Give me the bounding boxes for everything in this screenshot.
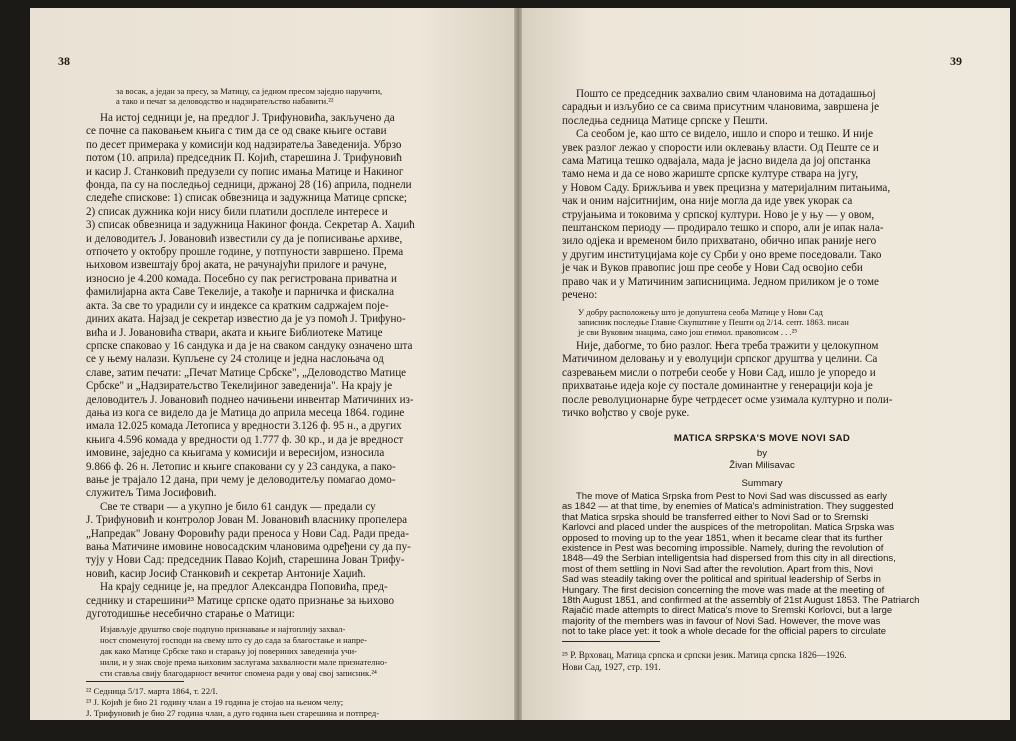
right-body-top: [562, 88, 890, 303]
text-line: речено:: [562, 289, 598, 302]
text-line: вања Матичине имовине новосадским члановима одређени су да пу-: [86, 541, 411, 553]
text-line: Изјављује друштво своје подпуно признавање и најтоплију захвал-: [100, 624, 346, 634]
text-line: ²⁵ Р. Врховац, Матица српска и српски језик. Матица српска 1826—1926.: [562, 650, 847, 660]
text-line: прихватање идеја које су постале доминантне у генерацији која је: [562, 380, 873, 393]
text-line: Са сеобом је, као што се видело, ишло и споро и тешко. И није: [576, 128, 874, 141]
text-line: most of them settling in Novi Sad after the revolution. Apart from this, Novi: [562, 563, 873, 575]
text-line: „Напредак" Јовану Форовићу ради преноса у Нови Сад. Ради преда-: [86, 527, 409, 540]
text-line: се почне са паковањем књига с тим да се од сваке књиге остави: [86, 125, 387, 138]
text-line: Rajačić made attempts to direct Matica's move to Sremski Korlovci, but a large: [562, 605, 893, 617]
right-body-bottom: [562, 340, 892, 420]
text-line: записник последње Главне Скупштине у Пешти од 2/14. септ. 1863. писан: [578, 317, 849, 328]
text-line: тамо нема и да се ново жариште српске културе ствара на југу,: [562, 168, 859, 181]
text-line: дуготодишње несебично старање о Матици:: [86, 608, 295, 621]
text-line: фамилијарна акта Саве Текелије, а такође и парничка и фискална: [86, 286, 395, 299]
text-line: ²⁴ Седница 16/28. априла 1864, т. 60/I.: [86, 730, 227, 740]
text-line: чак и оним најситнијим, она није могла да иде увек укорак са: [562, 195, 853, 208]
text-line: Све те ствари — а укупно је било 61 сандук — предали су: [100, 500, 376, 513]
text-line: Ј. Трифуновић и контролор Јован М. Јовановић власнику пропелера: [86, 514, 408, 527]
text-line: Матичином деловању и у еволуцији српског друштва у целини. Са: [562, 353, 878, 366]
text-line: that Matica srpska should be transferred either to Novi Sad or to Sremski: [562, 511, 869, 523]
left-quote: [100, 624, 387, 679]
text-line: вића и Ј. Јовановића ствари, аката и књиге Библиотеке Матице: [86, 326, 383, 339]
text-line: тичко вођство у своје руке.: [562, 407, 690, 420]
text-line: На истој седници је, на предлог Ј. Трифуновића, закључено да: [100, 112, 395, 124]
text-line: седнику и старешини²³ Матице српске одато признање за њихово: [86, 594, 395, 607]
text-line: право чак и у Матичиним записницима. Једном приликом је о томе: [562, 275, 879, 288]
text-line: струјањима и токовима у српској култури. Ново је у њу — у овом,: [562, 208, 875, 221]
text-line: Hungary. The first decision concerning the move was made at the meeting of: [562, 584, 885, 596]
text-line: следеће спискове: 1) списак обвезница и задужница Матице српске;: [86, 192, 407, 205]
text-line: 1848—49 the Serbian intelligentsia had dispersed from this city in all directions,: [562, 553, 896, 565]
text-line: сти ставља свију благодарност вечитог спомена ради у овај свој записник.²⁴: [100, 668, 377, 678]
text-line: после револуционарне буре четрдесет осме узимала културно и поли-: [562, 393, 893, 406]
text-line: а тако и печат за деловодство и надзиратељство набавити.²²: [116, 96, 334, 107]
text-line: пештанском периоду — продирало тешко и споро, али је ипак нала-: [562, 222, 884, 235]
text-line: majority of the members was in favour of Novi Sad. However, the move was: [562, 615, 881, 627]
summary-text: [562, 492, 919, 638]
text-line: Није, дабогме, то био разлог. Њега треба тражити у целокупном: [576, 340, 879, 352]
text-line: је чак и Вуков правопис још пре сеобе у Нови Сад освојио себи: [562, 262, 863, 275]
text-line: новић, касир Јосиф Станковић и секретар Антоније Хаџић.: [86, 567, 366, 580]
text-line: сазревањем мисли о потреби сеобе у Нови Сад, ишло је упоредо и: [562, 366, 876, 379]
text-line: 9.866 ф. 26 н. Летопис и књиге спаковани су у 23 сандука, а пако-: [86, 460, 396, 473]
text-line: Пошто се председник захвалио свим члановима на дотадашњој: [576, 88, 876, 100]
text-line: славе, затим печати: „Печат Матице Србске", „Деловодство Матице: [86, 366, 407, 379]
text-line: На крају седнице је, на предлог Александра Поповића, пред-: [100, 581, 388, 594]
text-line: износио је 4.200 комада. Посебно су пак регистрована приватна и: [86, 272, 397, 285]
text-line: У добру расположењу што је допуштена сеоба Матице у Нови Сад: [578, 307, 823, 317]
text-line: 2) списак дужника који нису били платили досплеле интересе и: [86, 205, 388, 218]
text-line: у другим институцијама које су Срби у оно време поседовали. Тако: [562, 248, 882, 261]
right-footnotes: [562, 649, 847, 673]
left-footnotes: [86, 686, 379, 741]
left-top-quote: [116, 86, 382, 106]
text-line: ²² Седница 5/17. марта 1864, т. 22/I.: [86, 686, 218, 696]
text-line: as 1842 — at that time, by enemies of Matica's administration. They suggested: [562, 501, 894, 513]
text-line: вање је трајало 12 дана, при чему је деловодитељу помагао домо-: [86, 473, 396, 486]
text-line: нили, и у знак своје према њиховим заслугама захвалности мале признателно-: [100, 657, 388, 667]
text-line: The move of Matica Srpska from Pest to Novi Sad was discussed as early: [576, 491, 887, 502]
text-line: Sad was steadily taking over the political and spiritual leadership of Serbs in: [562, 574, 881, 586]
text-line: зило одјека и временом било прихватано, обично ипак раније него: [562, 235, 877, 248]
right-footnote-rule: [562, 641, 660, 642]
text-line: је сви Вуковим знацима, само још етимол. правописом . . .²⁵: [578, 327, 798, 338]
text-line: диних аката. Најзад је секретар известио да је уз помоћ Ј. Трифуно-: [86, 313, 406, 326]
text-line: дак како Матице Србске тако и старању јој повериних заведенија учи-: [100, 646, 357, 656]
text-line: потом (10. априла) председник П. Којић, старешина Ј. Трифуновић: [86, 152, 402, 165]
text-line: служитељ Тима Јосифовић.: [86, 487, 217, 500]
left-footnote-rule: [86, 681, 184, 682]
text-line: седник.: [86, 719, 115, 729]
text-line: у Новом Саду. Брижљива и увек прецизна у материјалним питањима,: [562, 181, 891, 194]
text-line: за восак, а један за пресу, за Матицу, са једном пресом заједно наручити,: [116, 86, 383, 96]
text-line: имовине, заједно са књигама у комисији и вересијом, износила: [86, 447, 385, 460]
left-page-number: 38: [58, 54, 70, 68]
text-line: opposed to moving up to the year 1851, when it became clear that its further: [562, 532, 883, 544]
text-line: њиховом извештају број аката, не рачунајући прилоге и рачуне,: [86, 259, 387, 272]
text-line: дања из кога се видело да је Матица до априла месеца 1864. године: [86, 406, 405, 419]
book-spine: [514, 8, 522, 720]
text-line: књига 4.596 комада у вредности од 1.777 ф. 30 кр., и да је вредност: [86, 433, 404, 446]
text-line: по десет примерака у комисији код надзиратеља Заведенија. Убрзо: [86, 138, 402, 151]
left-body-text: [86, 112, 415, 621]
text-line: сарадњи и изљубио се са свима присутним члановима, завршена је: [562, 101, 880, 114]
text-line: Karlovci and placed under the auspices of the metropolitan. Matica Srpska was: [562, 522, 895, 534]
text-line: имала 12.025 комада Летописа у вредности 3.126 ф. 95 н., а других: [86, 420, 402, 433]
text-line: 3) списак обвезница и задужница Накиног фонда. Секретар А. Хаџић: [86, 219, 415, 232]
text-line: српске спаковао у 16 сандука и да је на сваком сандуку означено шта: [86, 339, 413, 352]
text-line: акта. За све то урадили су и индексе са кратким садржајем поје-: [86, 299, 389, 312]
text-line: ²³ Ј. Којић је био 21 годину члан а 19 година је стојао на њеном челу;: [86, 697, 344, 707]
text-line: not to take place yet: it took a whole decade for the official papers to circulate: [562, 626, 887, 638]
right-page-number: 39: [950, 54, 962, 68]
text-line: увек разлог лежао у спорости или оклевању власти. Од Пеште се и: [562, 141, 879, 154]
text-line: и деловодитељ Ј. Јовановић известили су да је пописивање архиве,: [86, 232, 403, 245]
text-line: отпочето у октобру прошле године, у потпуности завршено. Према: [86, 246, 404, 259]
text-line: деловодитељ Ј. Јовановић поднео начињени инвентар Матичиних из-: [86, 393, 414, 406]
text-line: 18th August 1851, and confirmed at the assembly of 21st August 1853. The Patriarch: [562, 595, 920, 607]
text-line: existence in Pest was becoming impossible. Namely, during the revolution of: [562, 543, 884, 555]
text-line: фонда, па су на последњој седници, држаној 28 (16) априла, поднели: [86, 179, 412, 192]
text-line: се у њему налази. Купљене су 24 столице и једна наслоњача од: [86, 353, 384, 366]
text-line: и касир Ј. Станковић предузели су попис имања Матице и Накиног: [86, 165, 404, 178]
right-quote: [578, 307, 849, 338]
text-line: ност споменутој господи на свему што су до сада за благостање и напре-: [100, 635, 367, 645]
summary-label: Summary: [741, 478, 783, 489]
text-line: Србске" и „Надзиратељство Текелијиног заведенија". На крају је: [86, 380, 393, 393]
summary-author: Živan Milisavac: [729, 460, 795, 471]
text-line: сама Матица тешко одвајала, мада је јасно видела да јој опстанка: [562, 155, 871, 168]
text-line: Ј. Трифуновић је био 27 година члан, а дуго година њен старешина и потпред-: [86, 708, 380, 718]
text-line: Нови Сад, 1927, стр. 191.: [562, 662, 661, 672]
summary-title: MATICA SRPSKA'S MOVE NOVI SAD: [673, 433, 851, 444]
text-line: последња седница Матице српске у Пешти.: [562, 114, 768, 127]
text-line: тују у Нови Сад: председник Паваo Којић, старешина Јован Трифу-: [86, 554, 405, 567]
summary-by: by: [756, 448, 768, 459]
